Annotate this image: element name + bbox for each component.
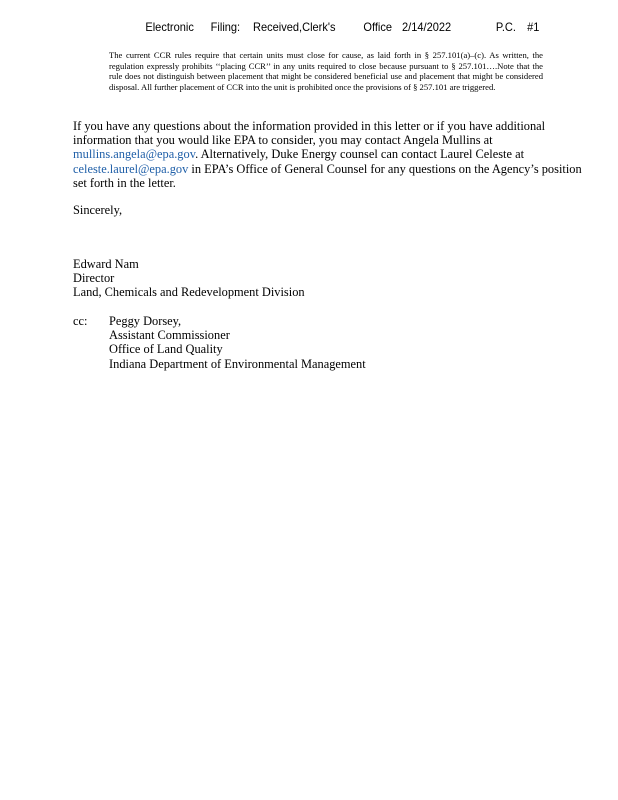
header-filing: Filing: [210,20,241,34]
header-received: Received,Clerk's [253,20,336,34]
cc-line: Indiana Department of Environmental Management [109,356,366,371]
block-quote: The current CCR rules require that certain units must close for cause, as laid forth in § 257.101(a)–(c). As written, the regulation expressly prohibits ‘‘placing CCR’’ in any units required to close because pursuant to § 257.101….Note that the rule does not distinguish between placement that might be considered beneficial use and placement that might be considered disposal. All further placement of CCR into the unit is prohibited once the provisions of § 257.101 are triggered. [109,50,543,92]
email-link-celeste[interactable]: celeste.laurel@epa.gov [73,161,189,176]
paragraph-text-3: in EPA’s Office of General Counsel for any questions on the Agency’s position set forth in the letter. [73,161,582,190]
header-electronic: Electronic [145,20,194,34]
header-office: Office [363,20,393,34]
paragraph-text-2: . Alternatively, Duke Energy counsel can contact Laurel Celeste at [195,147,525,162]
cc-recipient [109,314,366,371]
signer-name: Edward Nam [73,257,139,271]
cc-line: Office of Land Quality [109,342,223,357]
header-pc: P.C. [495,20,516,34]
header-pc-number: #1 [527,20,540,34]
contact-paragraph [73,119,583,190]
paragraph-text-1: If you have any questions about the information provided in this letter or if you have additional information that you would like EPA to consider, you may contact Angela Mullins at [73,119,546,148]
closing: Sincerely, [73,203,123,217]
cc-line: Peggy Dorsey, [109,314,182,328]
signer-title: Director [73,271,115,286]
header-date: 2/14/2022 [402,20,452,34]
cc-line: Assistant Commissioner [109,328,230,343]
signature-block [73,257,583,300]
cc-label: cc: [73,314,88,328]
signer-division: Land, Chemicals and Redevelopment Division [73,285,305,300]
email-link-mullins[interactable]: mullins.angela@epa.gov [73,147,196,162]
